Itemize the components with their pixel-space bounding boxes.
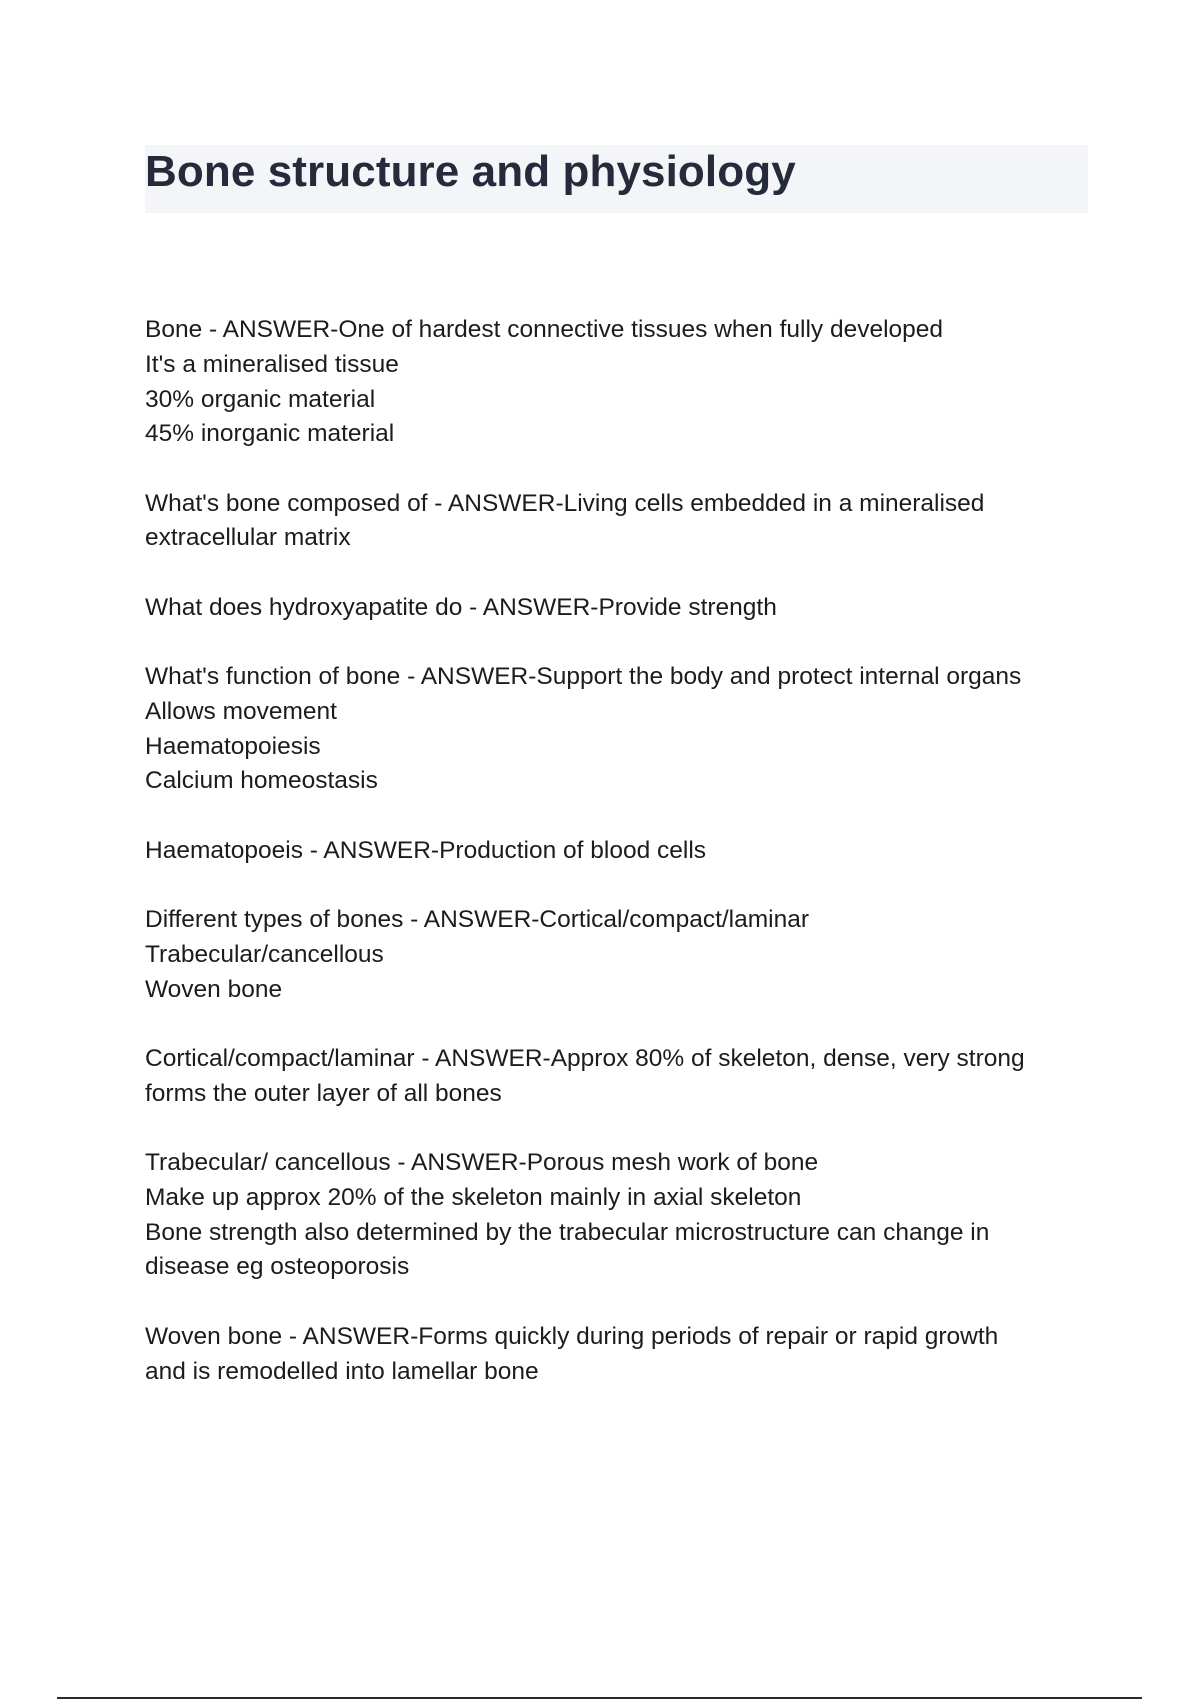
qa-list bbox=[145, 313, 1100, 1424]
qa-item bbox=[145, 903, 1100, 1007]
answer-line: Haematopoiesis bbox=[145, 732, 321, 760]
answer-line: Woven bone - ANSWER-Forms quickly during periods of repair or rapid growth bbox=[145, 1322, 999, 1350]
answer-line: Different types of bones - ANSWER-Cortical/compact/laminar bbox=[145, 906, 810, 934]
answer-line: Trabecular/ cancellous - ANSWER-Porous mesh work of bone bbox=[145, 1149, 819, 1177]
answer-line: and is remodelled into lamellar bone bbox=[145, 1357, 539, 1385]
qa-item bbox=[145, 487, 1100, 557]
answer-line: Woven bone bbox=[145, 975, 283, 1003]
answer-line: Cortical/compact/laminar - ANSWER-Approx 80% of skeleton, dense, very strong bbox=[145, 1044, 1025, 1072]
answer-line: What's bone composed of - ANSWER-Living cells embedded in a mineralised bbox=[145, 489, 985, 517]
qa-item bbox=[145, 1320, 1100, 1390]
answer-line: Bone - ANSWER-One of hardest connective tissues when fully developed bbox=[145, 316, 944, 343]
answer-line: What does hydroxyapatite do - ANSWER-Provide strength bbox=[145, 593, 777, 621]
answer-line: forms the outer layer of all bones bbox=[145, 1079, 502, 1107]
answer-line: Bone strength also determined by the trabecular microstructure can change in bbox=[145, 1218, 990, 1246]
qa-item bbox=[145, 1146, 1100, 1285]
answer-line: What's function of bone - ANSWER-Support the body and protect internal organs bbox=[145, 663, 1022, 691]
answer-line: Allows movement bbox=[145, 697, 337, 725]
qa-item bbox=[145, 834, 1100, 869]
answer-line: Calcium homeostasis bbox=[145, 767, 378, 795]
qa-item bbox=[145, 591, 1100, 626]
qa-item bbox=[145, 1042, 1100, 1112]
answer-line: Haematopoeis - ANSWER-Production of blood cells bbox=[145, 836, 707, 864]
answer-line: 45% inorganic material bbox=[145, 420, 395, 448]
answer-line: disease eg osteoporosis bbox=[145, 1253, 410, 1281]
qa-item bbox=[145, 313, 1100, 452]
footer-rule bbox=[57, 1697, 1142, 1699]
page-title: Bone structure and physiology bbox=[145, 147, 796, 196]
answer-line: extracellular matrix bbox=[145, 524, 351, 552]
answer-line: Make up approx 20% of the skeleton mainly in axial skeleton bbox=[145, 1183, 802, 1211]
answer-line: It's a mineralised tissue bbox=[145, 350, 399, 378]
answer-line: Trabecular/cancellous bbox=[145, 940, 384, 968]
qa-item bbox=[145, 660, 1100, 799]
answer-line: 30% organic material bbox=[145, 385, 376, 413]
